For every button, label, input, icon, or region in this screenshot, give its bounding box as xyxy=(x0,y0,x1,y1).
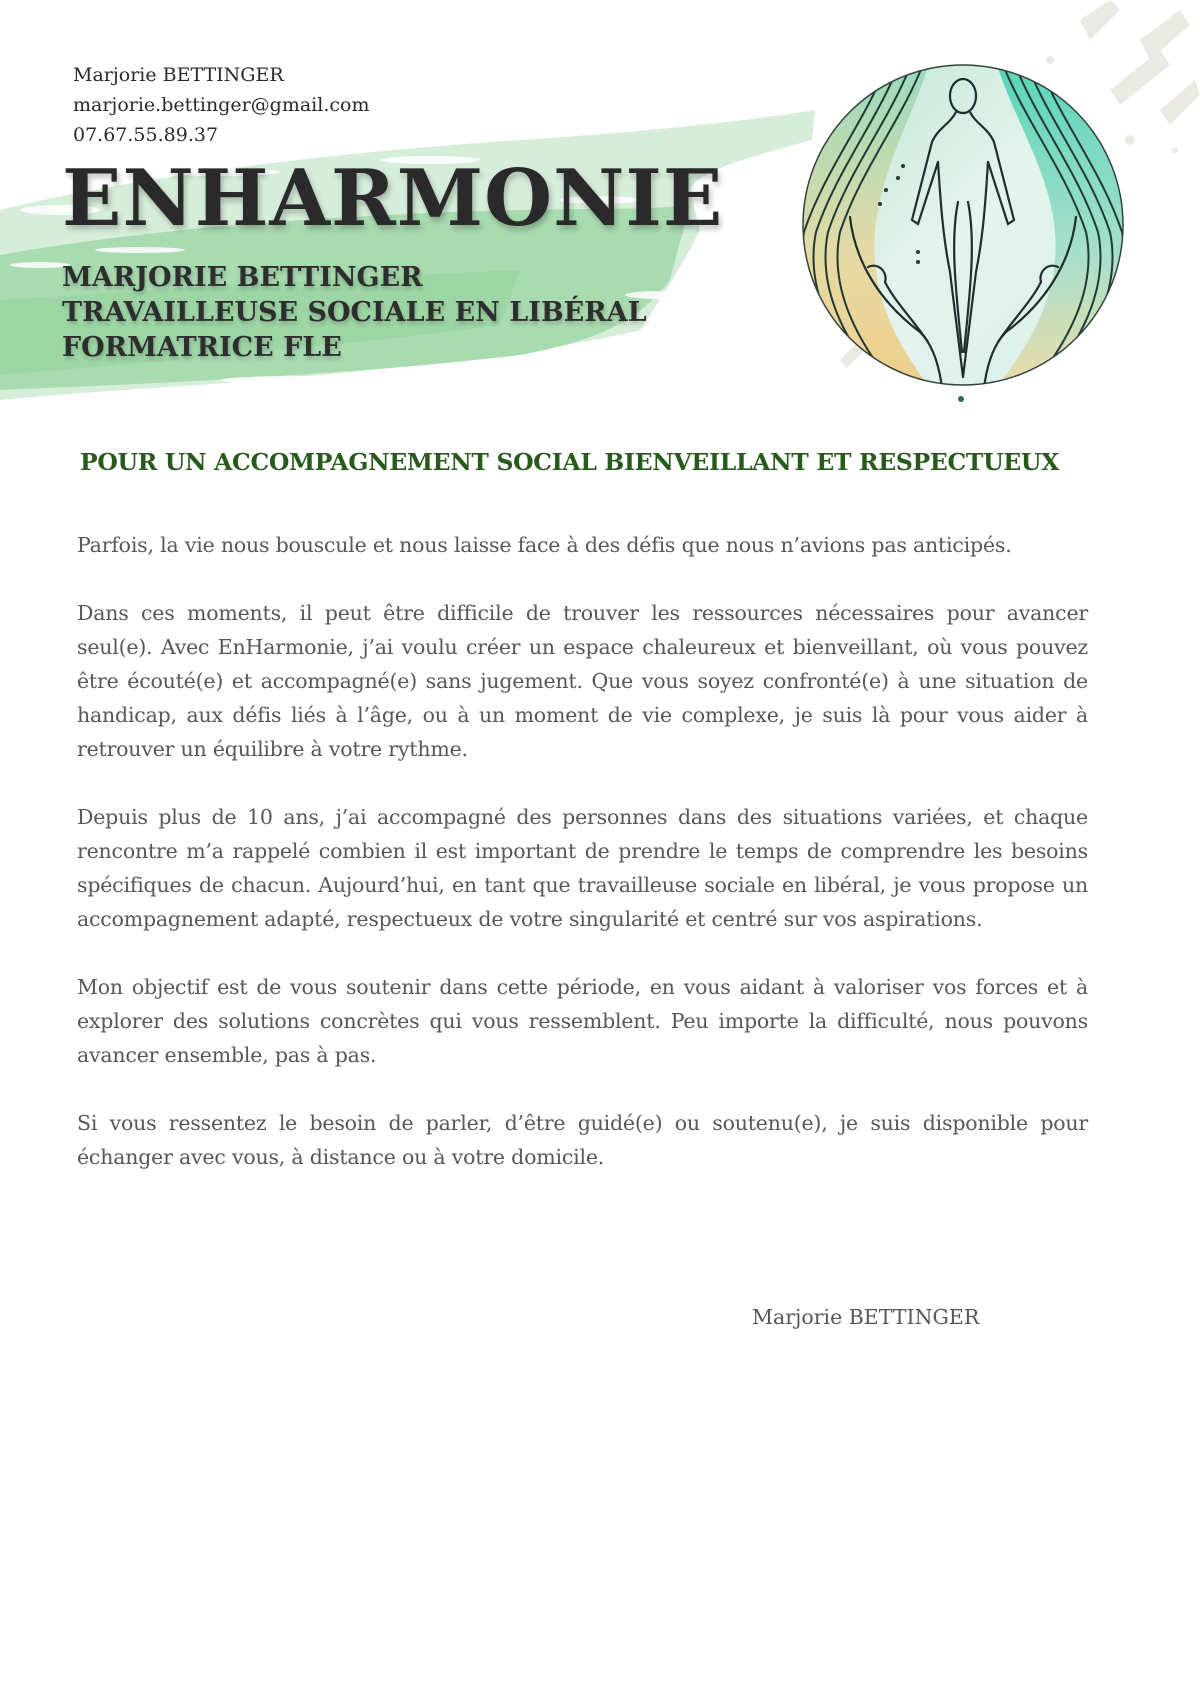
contact-email[interactable]: marjorie.bettinger@gmail.com xyxy=(73,94,370,116)
paragraph-objective: Mon objectif est de vous soutenir dans cette période, en vous aidant à valoriser vos forces et à explorer des solutions concrètes qui vous ressemblent. Peu importe la difficulté, nous pouvons avancer ensemble, pas à pas. xyxy=(77,975,1088,1067)
paragraph-availability: Si vous ressentez le besoin de parler, d’être guidé(e) ou soutenu(e), je suis disponible pour échanger avec vous, à distance ou à votre domicile. xyxy=(77,1111,1088,1169)
paragraph-enharmonie: Dans ces moments, il peut être difficile de trouver les ressources nécessaires pour avancer seul(e). Avec EnHarmonie, j’ai voulu créer un espace chaleureux et bienveillant, où vous pouvez être écouté(e) et accompagné(e) sans jugement. Que vous soyez confronté(e) à une situation de handicap, aux défis liés à l’âge, ou à un moment de vie complexe, je suis là pour vous aider à retrouver un équilibre à votre rythme. xyxy=(77,601,1088,761)
contact-block xyxy=(73,60,369,150)
brand-subtitle xyxy=(62,260,647,365)
logo-accent-dot xyxy=(958,396,964,402)
paragraph-intro: Parfois, la vie nous bouscule et nous laisse face à des défis que nous n’avions pas anticipés. xyxy=(77,533,1012,557)
subtitle-name: MARJORIE BETTINGER xyxy=(62,262,423,293)
subtitle-trainer: FORMATRICE FLE xyxy=(62,332,342,363)
contact-phone[interactable]: 07.67.55.89.37 xyxy=(73,124,219,146)
woman-figure-logo-icon xyxy=(800,62,1126,388)
brand-title: ENHARMONIE xyxy=(62,153,724,244)
paragraph-experience: Depuis plus de 10 ans, j’ai accompagné des personnes dans des situations variées, et chaque rencontre m’a rappelé combien il est important de prendre le temps de comprendre les besoins spécifiques de chacun. Aujourd’hui, en tant que travailleuse sociale en libéral, je vous propose un accompagnement adapté, respectueux de votre singularité et centré sur vos aspirations. xyxy=(77,805,1088,931)
signature: Marjorie BETTINGER xyxy=(752,1305,980,1329)
subtitle-profession: TRAVAILLEUSE SOCIALE EN LIBÉRAL xyxy=(62,297,647,328)
letter-body xyxy=(77,528,1088,1208)
contact-name: Marjorie BETTINGER xyxy=(73,64,284,86)
section-headline: POUR UN ACCOMPAGNEMENT SOCIAL BIENVEILLANT ET RESPECTUEUX xyxy=(80,448,1060,476)
